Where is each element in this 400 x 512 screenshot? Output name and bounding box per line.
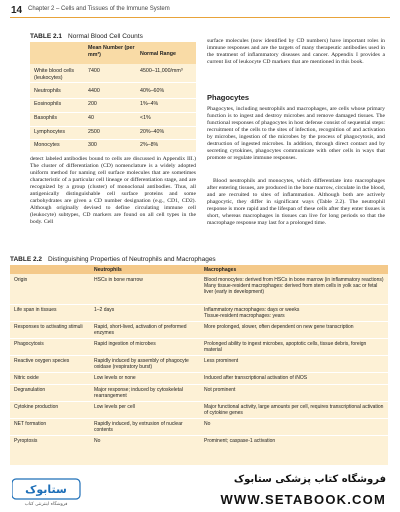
table1-row-divider — [30, 139, 196, 140]
table1-range: 2%–8% — [140, 142, 159, 148]
table2-label: TABLE 2.2 — [10, 256, 43, 263]
table1-cell: White blood cells (leukocytes) — [34, 68, 75, 81]
body-text-left: detect labeled antibodies bound to cells are discussed in Appendix III.) The cluster of differentiation (CD) nomenclature is a widely adopted uniform method for naming cell surface molecules that are sometimes characteristic of a particular cell lineage or differentiation stage, and are recognized by a group (cluster) of monoclonal antibodies. Thus, all antigenically distinguishable cell surface proteins and some carbohydrates are given a CD number designation (e.g., CD1, CD2). Although originally devised to define circulating immune cell (leukocyte) subtypes, CD markers are found on all cell types in the body. Cell — [30, 156, 196, 225]
logo-mark-icon — [12, 477, 82, 507]
table2-prop: Degranulation — [14, 387, 46, 393]
table2-mac: Major functional activity, large amounts per cell, requires transcriptional activation of cytokine genes — [204, 404, 384, 416]
table2-mac: Prominent; caspase-1 activation — [204, 438, 276, 444]
table1-mean: 4400 — [88, 88, 100, 94]
table2-neut: Rapidly induced, by extrusion of nuclear contents — [94, 421, 183, 433]
site-url[interactable]: WWW.SETABOOK.COM — [220, 492, 386, 507]
table2-header-row — [10, 265, 388, 274]
table1-mean: 2500 — [88, 129, 100, 135]
table2-neut: 1–2 days — [94, 307, 115, 313]
table1-range: 20%–40% — [140, 129, 165, 135]
table2-neut: Major response; induced by cytoskeletal rearrangement — [94, 387, 183, 399]
table1-cell: Monocytes — [34, 142, 60, 148]
table2-mac: No — [204, 421, 211, 427]
table2-neut: HSCs in bone marrow — [94, 277, 143, 283]
table2-row-divider — [10, 304, 388, 305]
table2-prop: Responses to activating stimuli — [14, 324, 83, 330]
body-text-right-2: Phagocytes, including neutrophils and macrophages, are cells whose primary function is to ingest and destroy microbes and remove damaged tissues. The functional responses of phagocytes in host defense consist of sequential steps: recruitment of the cells to the sites of infection, recognition of and activation by microbes, ingestion of the microbes by the process of phagocytosis, and destruction of ingested microbes. In addition, through direct contact and by secreting cytokines, phagocytes communicate with other cells in ways that promote or regulate immune responses. — [207, 106, 385, 161]
logo-subtext: فروشگاه اینترنتی کتاب — [24, 502, 68, 507]
table1-mean: 7400 — [88, 68, 100, 74]
table1 — [30, 42, 196, 152]
table1-mean: 300 — [88, 142, 97, 148]
table2-prop: Pyroptosis — [14, 438, 38, 444]
table1-cell: Neutrophils — [34, 88, 61, 94]
table2-mac: Less prominent — [204, 358, 239, 364]
page-header — [0, 0, 400, 26]
table2-caption — [10, 256, 216, 263]
table2-neut: Low levels per cell — [94, 404, 135, 410]
table1-row-divider — [30, 112, 196, 113]
table1-caption — [30, 33, 143, 40]
table2-mac: Induced after transcriptional activation of iNOS — [204, 375, 308, 381]
setabook-logo — [12, 477, 82, 507]
table2-row-divider — [10, 418, 388, 419]
table2-neut: Low levels or none — [94, 375, 136, 381]
table1-cell: Eosinophils — [34, 101, 62, 107]
table2-row-divider — [10, 401, 388, 402]
body-text-right-1: surface molecules (now identified by CD numbers) have important roles in immune responses and are the targets of many therapeutic antibodies used in the treatment of inflammatory diseases and cancer. Appendix I provides a current list of leukocyte CD markers that are mentioned in this book. — [207, 38, 385, 65]
table2-mac: Inflammatory macrophages: days or weeks Tissue-resident macrophages: years — [204, 307, 300, 319]
table1-range: <1% — [140, 115, 151, 121]
table1-range: 4500–11,000/mm³ — [140, 68, 183, 74]
table2-mac: More prolonged, slower, often dependent on new gene transcription — [204, 324, 354, 330]
table1-col-mean: Mean Number (per mm³) — [88, 45, 135, 58]
table2-neut: No — [94, 438, 101, 444]
table2-row-divider — [10, 384, 388, 385]
table1-label: TABLE 2.1 — [30, 33, 63, 40]
table2-row-divider — [10, 355, 388, 356]
table2-col-neutrophils: Neutrophils — [94, 267, 122, 273]
table1-range: 1%–4% — [140, 101, 159, 107]
table1-title: Normal Blood Cell Counts — [68, 33, 143, 40]
table2-mac: Not prominent — [204, 387, 236, 393]
table2 — [10, 265, 388, 465]
table1-row-divider — [30, 126, 196, 127]
table1-row-divider — [30, 98, 196, 99]
table2-mac: Blood monocytes: derived from HSCs in bone marrow (in inflammatory reactions) Many tissue-resident macrophages: derived from stem cells in yolk sac or fetal liver (early in development) — [204, 277, 384, 295]
table2-neut: Rapidly induced by assembly of phagocyte oxidase (respiratory burst) — [94, 358, 189, 370]
table1-mean: 200 — [88, 101, 97, 107]
table2-prop: Nitric oxide — [14, 375, 39, 381]
table2-col-macrophages: Macrophages — [204, 267, 237, 273]
table2-row-divider — [10, 435, 388, 436]
table2-prop: Cytokine production — [14, 404, 59, 410]
table2-title: Distinguishing Properties of Neutrophils and Macrophages — [48, 256, 216, 263]
body-text-right-3: Blood neutrophils and monocytes, which differentiate into macrophages after entering tissues, are produced in the bone marrow, circulate in the blood, and are recruited to sites of inflammation. Although both are actively phagocytic, they differ in significant ways (Table 2.2). The neutrophil response is more rapid and the lifespan of these cells after they enter tissues is short, whereas macrophages in tissues can live for long periods so that the macrophage response may last for a prolonged time. — [207, 178, 385, 226]
chapter-title: Chapter 2 – Cells and Tissues of the Immune System — [28, 6, 170, 12]
table1-mean: 40 — [88, 115, 94, 121]
logo-text: ستابوک — [25, 483, 67, 496]
table2-mac: Prolonged ability to ingest microbes, apoptotic cells, tissue debris, foreign material — [204, 341, 367, 353]
table2-row-divider — [10, 321, 388, 322]
table1-cell: Lymphocytes — [34, 129, 66, 135]
section-heading: Phagocytes — [207, 93, 250, 102]
shop-name: فروشگاه کتاب پزشکی ستابوک — [233, 474, 386, 485]
header-rule — [10, 17, 390, 18]
table2-prop: NET formation — [14, 421, 47, 427]
table1-row-divider — [30, 82, 196, 83]
table2-neut: Rapid ingestion of microbes — [94, 341, 156, 347]
table2-prop: Reactive oxygen species — [14, 358, 70, 364]
table1-cell: Basophils — [34, 115, 57, 121]
table1-range: 40%–60% — [140, 88, 165, 94]
table2-prop: Phagocytosis — [14, 341, 44, 347]
page-number: 14 — [11, 5, 23, 16]
table2-neut: Rapid, short-lived, activation of preformed enzymes — [94, 324, 187, 336]
table1-col-range: Normal Range — [140, 51, 176, 57]
table2-row-divider — [10, 372, 388, 373]
table2-prop: Life span in tissues — [14, 307, 57, 313]
table2-prop: Origin — [14, 277, 28, 283]
table2-row-divider — [10, 338, 388, 339]
